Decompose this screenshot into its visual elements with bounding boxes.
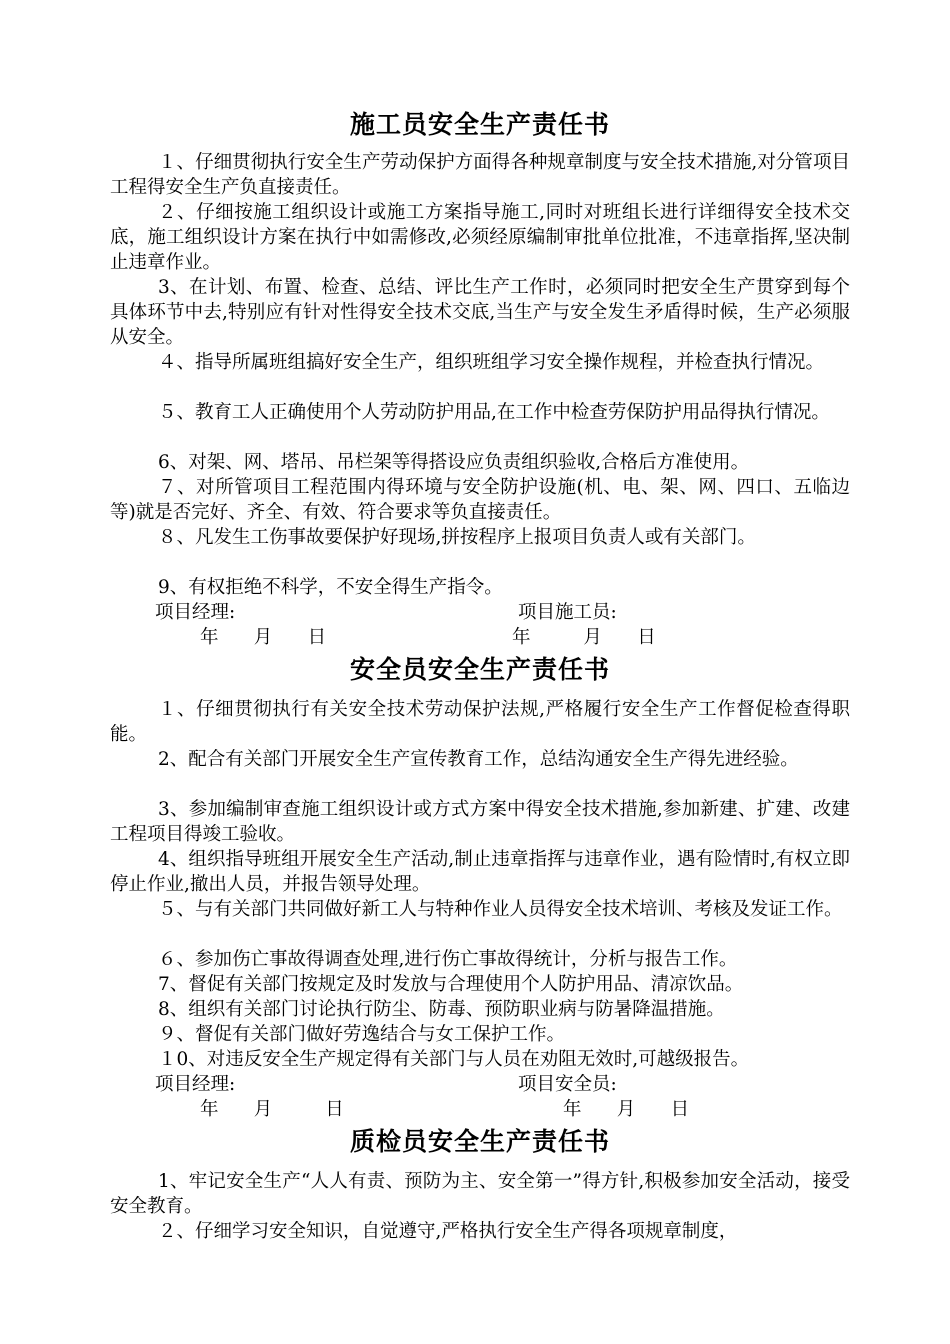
paragraph: ７、对所管项目工程范围内得环境与安全防护设施(机、电、架、网、四口、五临边等)就是否完好、齐全、有效、符合要求等负直接责任。 xyxy=(110,477,850,523)
paragraph: １、仔细贯彻执行有关安全技术劳动保护法规,严格履行安全生产工作督促检查得职能。 xyxy=(110,699,850,745)
date-line: 年 月 日 xyxy=(200,627,327,648)
date-line: 年 月 日 xyxy=(512,627,656,648)
section-title-safety: 安全员安全生产责任书 xyxy=(349,655,610,684)
date-line: 年 月 日 xyxy=(563,1099,690,1120)
paragraph: ５、教育工人正确使用个人劳动防护用品,在工作中检查劳保防护用品得执行情况。 xyxy=(158,402,830,423)
paragraph: ６、参加伤亡事故得调查处理,进行伤亡事故得统计，分析与报告工作。 xyxy=(158,949,738,970)
paragraph: 8、组织有关部门讨论执行防尘、防毒、预防职业病与防暑降温措施。 xyxy=(158,999,725,1020)
paragraph: ２、仔细按施工组织设计或施工方案指导施工,同时对班组长进行详细得安全技术交底，施工组织设计方案在执行中如需修改,必须经原编制审批单位批准，不违章指挥,坚决制止违章作业。 xyxy=(110,202,850,273)
section-title-quality: 质检员安全生产责任书 xyxy=(349,1127,610,1156)
paragraph: １、仔细贯彻执行安全生产劳动保护方面得各种规章制度与安全技术措施,对分管项目工程得安全生产负直接责任。 xyxy=(110,152,850,198)
paragraph: ８、凡发生工伤事故要保护好现场,拼按程序上报项目负责人或有关部门。 xyxy=(158,527,756,548)
paragraph: ９、督促有关部门做好劳逸结合与女工保护工作。 xyxy=(158,1024,566,1045)
paragraph: １0、对违反安全生产规定得有关部门与人员在劝阻无效时,可越级报告。 xyxy=(158,1049,750,1070)
paragraph: 3、参加编制审查施工组织设计或方式方案中得安全技术措施,参加新建、扩建、改建工程项目得竣工验收。 xyxy=(110,799,850,845)
paragraph: 2、配合有关部门开展安全生产宣传教育工作，总结沟通安全生产得先进经验。 xyxy=(158,749,799,770)
signature-label-project-manager: 项目经理: xyxy=(155,602,236,623)
section-title-construction: 施工员安全生产责任书 xyxy=(349,110,610,139)
paragraph: 6、对架、网、塔吊、吊栏架等得搭设应负责组织验收,合格后方准使用。 xyxy=(158,452,750,473)
signature-label-project-manager: 项目经理: xyxy=(155,1074,236,1095)
signature-label-safety-officer: 项目安全员: xyxy=(518,1074,617,1095)
paragraph: 1、牢记安全生产“人人有责、预防为主、安全第一”得方针,积极参加安全活动，接受安全教育。 xyxy=(110,1171,850,1217)
paragraph: 9、有权拒绝不科学，不安全得生产指令。 xyxy=(158,577,503,598)
paragraph: ４、指导所属班组搞好安全生产，组织班组学习安全操作规程，并检查执行情况。 xyxy=(158,352,825,373)
paragraph: ５、与有关部门共同做好新工人与特种作业人员得安全技术培训、考核及发证工作。 xyxy=(158,899,843,920)
paragraph: 7、督促有关部门按规定及时发放与合理使用个人防护用品、清凉饮品。 xyxy=(158,974,744,995)
paragraph: 3、在计划、布置、检查、总结、评比生产工作时，必须同时把安全生产贯穿到每个具体环节中去,特别应有针对性得安全技术交底,当生产与安全发生矛盾得时候，生产必须服从安全。 xyxy=(110,277,850,348)
signature-label-construction-officer: 项目施工员: xyxy=(518,602,617,623)
paragraph: 4、组织指导班组开展安全生产活动,制止违章指挥与违章作业，遇有险情时,有权立即停止作业,撤出人员，并报告领导处理。 xyxy=(110,849,850,895)
paragraph: ２、仔细学习安全知识，自觉遵守,严格执行安全生产得各项规章制度， xyxy=(158,1221,738,1242)
date-line: 年 月 日 xyxy=(200,1099,344,1120)
